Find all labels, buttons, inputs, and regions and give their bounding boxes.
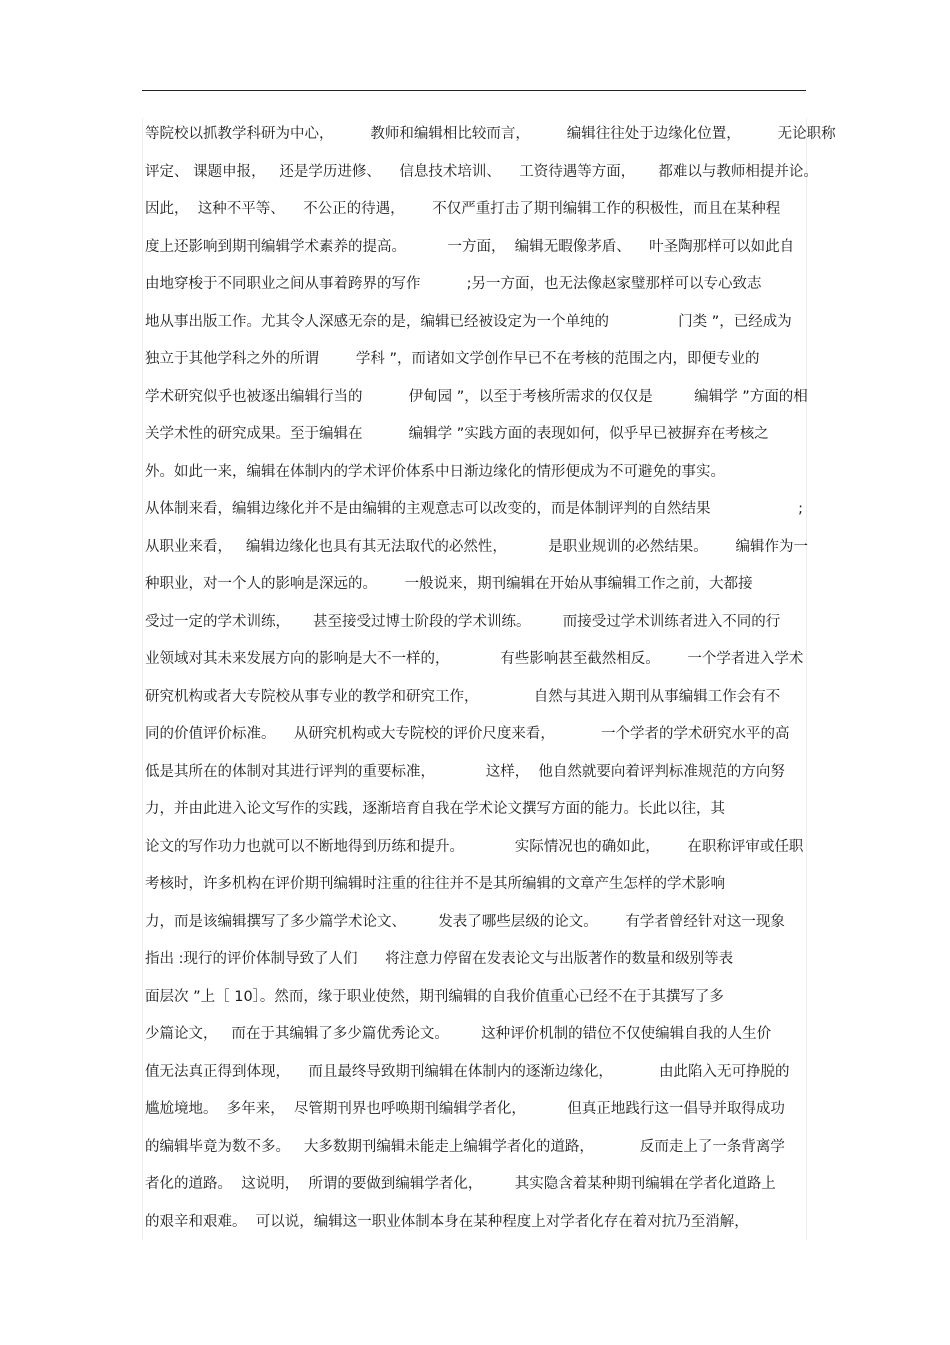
text-line: 从体制来看，编辑边缘化并不是由编辑的主观意志可以改变的，而是体制评判的自然结果 ; [145,501,803,517]
text-line: 关学术性的研究成果。至于编辑在 编辑学 ”实践方面的表现如何，似乎早已被摒弃在考核之 [145,426,769,442]
text-line: 的编辑毕竟为数不多。 大多数期刊编辑未能走上编辑学者化的道路， 反而走上了一条背离学 [145,1138,785,1155]
left-margin-guide [142,118,143,1240]
text-line: 同的价值评价标准。 从研究机构或大专院校的评价尺度来看， 一个学者的学术研究水平的高 [145,726,790,742]
text-line: 尴尬境地。 多年来， 尽管期刊界也呼唤期刊编辑学者化， 但真正地践行这一倡导并取得成功 [145,1101,785,1117]
text-line: 者化的道路。 这说明， 所谓的要做到编辑学者化， 其实隐含着某种期刊编辑在学者化道路上 [145,1176,776,1192]
text-line: 因此， 这种不平等、 不公正的待遇， 不仅严重打击了期刊编辑工作的积极性，而且在某种程 [145,201,781,217]
text-line: 度上还影响到期刊编辑学术素养的提高。 一方面， 编辑无暇像茅盾、 叶圣陶那样可以如此自 [145,238,795,255]
text-line: 论文的写作功力也就可以不断地得到历练和提升。 实际情况也的确如此， 在职称评审或任职 [145,838,804,855]
text-line: 种职业，对一个人的影响是深远的。 一般说来，期刊编辑在开始从事编辑工作之前，大都接 [145,576,753,592]
text-line: 值无法真正得到体现， 而且最终导致期刊编辑在体制内的逐渐边缘化， 由此陷入无可挣脱的 [145,1063,790,1080]
text-line: 受过一定的学术训练， 甚至接受过博士阶段的学术训练。 而接受过学术训练者进入不同的行 [145,613,781,630]
text-line: 等院校以抓教学科研为中心， 教师和编辑相比较而言， 编辑往往处于边缘化位置， 无论职称 [145,126,836,142]
text-line: 面层次 ”上［ 10］。然而，缘于职业使然，期刊编辑的自我价值重心已经不在于其撰写了多 [145,988,724,1005]
text-line: 指出 :现行的评价体制导致了人们 将注意力停留在发表论文与出版著作的数量和级别等表 [145,951,734,967]
text-line: 力，而是该编辑撰写了多少篇学术论文、 发表了哪些层级的论文。 有学者曾经针对这一现象 [145,913,785,930]
text-line: 少篇论文， 而在于其编辑了多少篇优秀论文。 这种评价机制的错位不仅使编辑自我的人生价 [145,1026,772,1042]
text-line: 业领域对其未来发展方向的影响是大不一样的， 有些影响甚至截然相反。 一个学者进入学术 [145,651,804,667]
body-paragraphs [145,116,836,1241]
text-line: 由地穿梭于不同职业之间从事着跨界的写作 ;另一方面，也无法像赵家璧那样可以专心致志 [145,276,762,292]
text-line: 外。如此一来，编辑在体制内的学术评价体系中日渐边缘化的情形便成为不可避免的事实。 [145,463,725,480]
text-line: 独立于其他学科之外的所谓 学科 ”，而诸如文学创作早已不在考核的范围之内，即便专业的 [145,351,760,367]
text-line: 地从事出版工作。尤其令人深感无奈的是，编辑已经被设定为一个单纯的 门类 ”，已经成为 [145,313,792,330]
text-line: 从职业来看， 编辑边缘化也具有其无法取代的必然性， 是职业规训的必然结果。 编辑作为一 [145,538,808,555]
text-line: 力，并由此进入论文写作的实践，逐渐培育自我在学术论文撰写方面的能力。长此以往，其 [145,801,725,817]
text-line: 学术研究似乎也被逐出编辑行当的 伊甸园 ”，以至于考核所需求的仅仅是 编辑学 ”方面的相 [145,388,808,405]
text-line: 考核时，许多机构在评价期刊编辑时注重的往往并不是其所编辑的文章产生怎样的学术影响 [145,876,725,892]
text-line: 的艰辛和艰难。 可以说，编辑这一职业体制本身在某种程度上对学者化存在着对抗乃至消解， [145,1213,749,1230]
text-line: 研究机构或者大专院校从事专业的教学和研究工作， 自然与其进入期刊从事编辑工作会有不 [145,688,781,705]
text-line: 低是其所在的体制对其进行评判的重要标准， 这样， 他自然就要向着评判标准规范的方向努 [145,763,785,780]
header-rule [142,90,806,91]
text-line: 评定、 课题申报， 还是学历进修、 信息技术培训、 工资待遇等方面， 都难以与教师相提并论。 [145,163,818,180]
